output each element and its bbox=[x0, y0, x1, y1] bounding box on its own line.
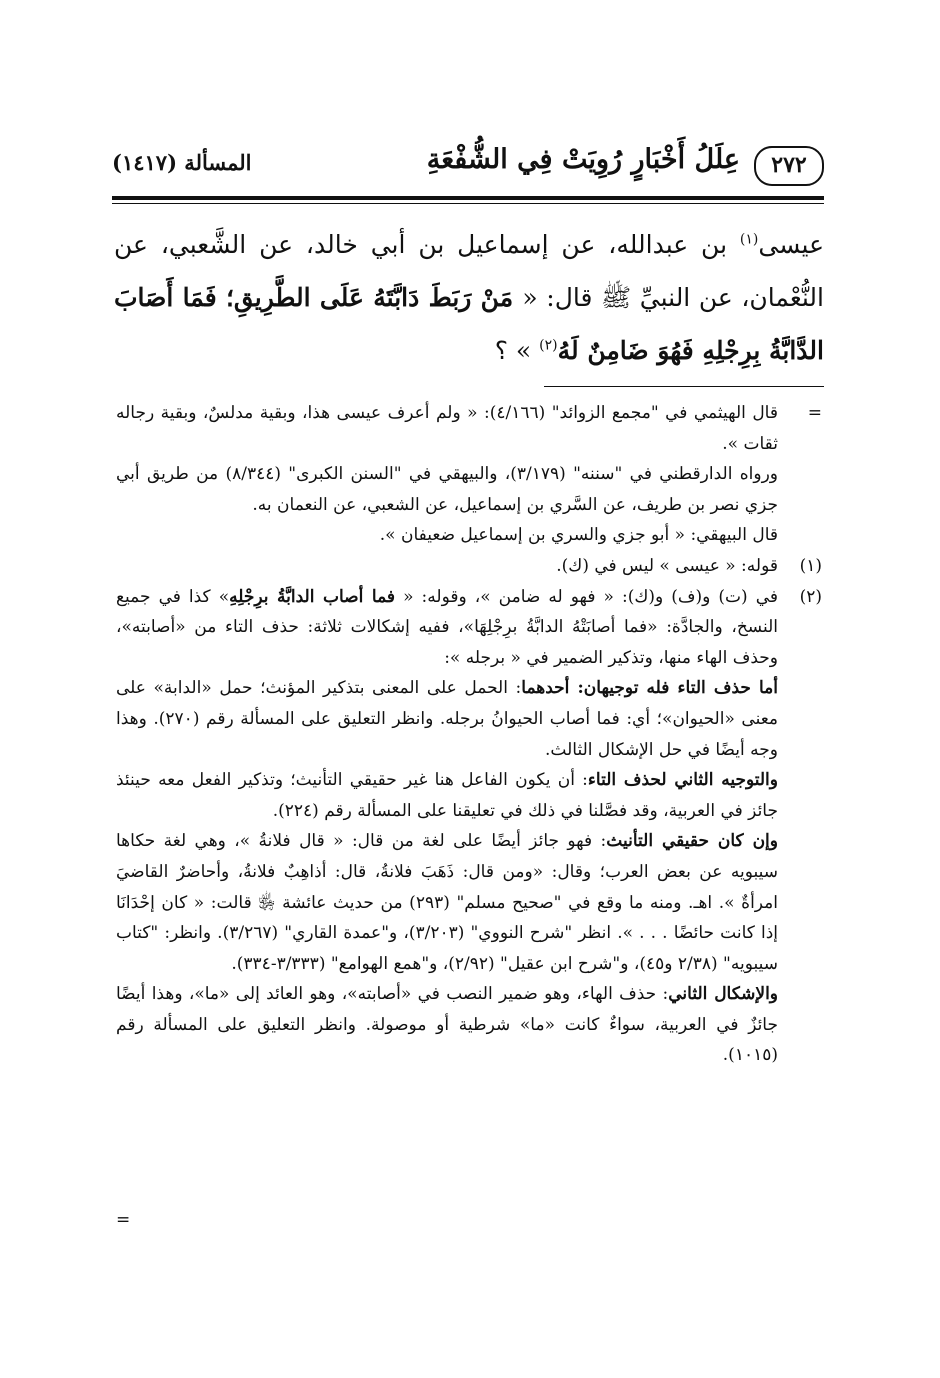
footnotes bbox=[116, 398, 824, 1071]
footnote-text: قوله: « عيسى » ليس في (ك). bbox=[556, 555, 778, 576]
footnote-bold-text: فما أصاب الدابَّةُ برِجْلِهِ bbox=[229, 586, 396, 607]
main-text-part-1: عيسى bbox=[758, 230, 824, 259]
issue-number: المسألة (١٤١٧) bbox=[112, 150, 252, 175]
footnote-text: : أن يكون الفاعل هنا غير حقيقي التأنيث؛ وتذكير الفعل معه حينئذ جائز في العربية، وقد فصَّلنا في ذلك في تعليقنا على المسألة رقم (٢٢٤). bbox=[116, 770, 778, 821]
header-rule-thin bbox=[112, 203, 824, 204]
main-text-part-3: » ؟ bbox=[494, 336, 540, 365]
continuation-marker: = bbox=[807, 403, 822, 423]
hadith-text: مَنْ رَبَطَ دَابَّتَهُ عَلَى الطَّرِيقِ؛ فَمَا أَصَابَ الدَّابَّةُ بِرِجْلِهِ فَهُوَ ضَامِنٌ لَهُ bbox=[114, 283, 824, 365]
footnote-separator bbox=[544, 386, 824, 387]
footnote-text: قال الهيثمي في "مجمع الزوائد" (٤/١٦٦): « ولم أعرف عيسى هذا، وبقية مدلسٌ، وبقية رجاله ثقات ». bbox=[116, 403, 778, 454]
footnote-text: ورواه الدارقطني في "سننه" (٣/١٧٩)، والبيهقي في "السنن الكبرى" (٨/٣٤٤) من طريق أبي جزي نصر بن طريف، عن السَّري بن إسماعيل، عن الشعبي، عن النعمان به. bbox=[116, 464, 778, 515]
footnote-2-marker: (٢) bbox=[799, 586, 822, 607]
footnote-2 bbox=[116, 582, 824, 674]
main-text bbox=[114, 218, 824, 377]
footnote-2-para-c bbox=[116, 765, 824, 826]
footnote-text: في (ت) و(ف) و(ك): « فهو له ضامن »، وقوله: « bbox=[395, 586, 778, 607]
main-paragraph bbox=[114, 218, 824, 377]
continuation-end-marker: = bbox=[116, 1210, 131, 1230]
footnote-bold-text: والإشكال الثاني bbox=[668, 984, 778, 1005]
page-header bbox=[112, 140, 824, 188]
footnote-bold-text: والتوجيه الثاني لحذف التاء bbox=[587, 770, 778, 791]
main-text-part-2: بن عبدالله، عن إسماعيل بن أبي خالد، عن الشَّعبي، عن النُّعْمان، عن النبيِّ ﷺ قال: « bbox=[114, 230, 824, 312]
footnote-text: : الحمل على المعنى بتذكير المؤنث؛ حمل «الدابة» على معنى «الحيوان»؛ أي: فما أصاب الحيوانُ برجله. وانظر التعليق على المسألة رقم (٢٧٠). وهذا وجه أيضًا في حل الإشكال الثالث. bbox=[116, 678, 779, 760]
footnote-text: قال البيهقي: « أبو جزي والسري بن إسماعيل ضعيفان ». bbox=[379, 525, 778, 546]
footnote-2-para-d bbox=[116, 826, 824, 979]
footnote-text: : حذف الهاء، وهو ضمير النصب في «أصابته»، وهو العائد إلى «ما»، وهذا أيضًا جائزٌ في العربية، سواءٌ كانت «ما» شرطية أو موصولة. وانظر التعليق على المسألة رقم (١٠١٥). bbox=[116, 984, 778, 1066]
footnote-2-para-e bbox=[116, 979, 824, 1071]
footnote-text: » كذا في جميع النسخ، والجادَّة: «فما أصابَتْهُ الدابَّةُ برِجْلِهَا»، ففيه إشكالات ثلاثة: حذف التاء من «أصابته»، وحذف الهاء منها، وتذكير الضمير في « برجله »: bbox=[116, 586, 778, 668]
footnote-ref-2: (٢) bbox=[539, 337, 558, 354]
footnote-text: : فهو جائز أيضًا على لغة من قال: « قال فلانةُ »، وهي لغة حكاها سيبويه عن بعض العرب؛ وقال: «ومن قال: ذَهَبَ فلانةُ، قال: أذاهِبٌ فلانةُ، وأحاضرٌ القاضيَ امرأةٌ ». اهـ. ومنه ما وقع في "صحيح مسلم" (٢٩٣) من حديث عائشة ﵂ قالت: « كان إحْدَانَا إذا كانت حائضًا . . . ». انظر "شرح النووي" (٣/٢٠٣)، و"عمدة القاري" (٣/٢٦٧). وانظر: "كتاب سيبويه" (٢/٣٨ و٤٥)، و"شرح ابن عقيل" (٢/٩٢)، و"همع الهوامع" (٣/٣٣٣-٣٣٤). bbox=[116, 831, 779, 974]
footnote-1-marker: (١) bbox=[799, 555, 822, 576]
footnote-continued-1 bbox=[116, 398, 824, 459]
footnote-1 bbox=[116, 551, 824, 582]
page-number: ٢٧٢ bbox=[754, 146, 824, 186]
footnote-2-para-b bbox=[116, 673, 824, 765]
footnote-continued-2 bbox=[116, 459, 824, 520]
footnote-continued-3 bbox=[116, 520, 824, 551]
footnote-bold-text: وإن كان حقيقي التأنيث bbox=[606, 831, 778, 852]
footnote-bold-text: أما حذف التاء فله توجيهان: أحدهما bbox=[521, 678, 778, 699]
footnote-ref-1: (١) bbox=[739, 231, 759, 248]
book-title: عِلَلُ أَخْبَارٍ رُوِيَتْ فِي الشُّفْعَةِ bbox=[426, 144, 740, 175]
header-rule-thick bbox=[112, 196, 824, 200]
